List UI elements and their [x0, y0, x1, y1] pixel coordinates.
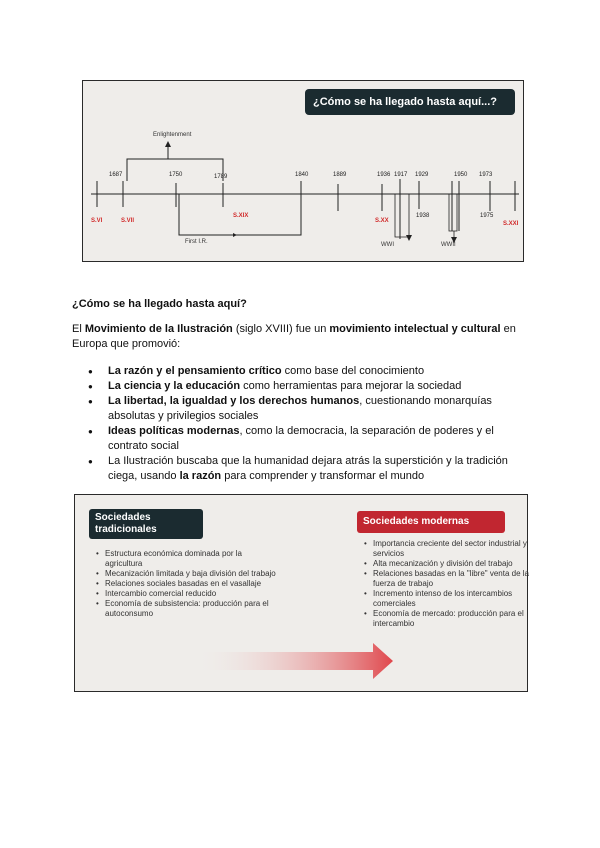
year-label: 1840 [295, 172, 309, 178]
war-label: WWII [441, 242, 456, 248]
intro-text: (siglo XVIII) fue un [232, 323, 330, 335]
intro-text: El [72, 323, 85, 335]
item-text: , cuestionando monarquías absolutas y privilegios sociales [108, 395, 492, 422]
year-label: 1687 [109, 172, 123, 178]
list-item: • Economía de subsistencia: producción para el autoconsumo [105, 599, 281, 619]
item-text: La Ilustración buscaba que la humanidad dejara atrás la superstición y la tradición ciega, usando [108, 455, 508, 482]
list-item: • Mecanización limitada y baja división del trabajo [105, 569, 281, 579]
item-bold: la razón [179, 470, 222, 482]
list-item: • Relaciones sociales basadas en el vasallaje [105, 579, 281, 589]
list-item: • Relaciones basadas en la "libre" venta de la fuerza de trabajo [373, 569, 529, 589]
societies-figure [74, 494, 528, 692]
list-item: • Importancia creciente del sector industrial y servicios [373, 539, 529, 559]
enlightenment-label: Enlightenment [153, 132, 192, 138]
list-item: • Alta mecanización y división del trabajo [373, 559, 529, 569]
list-item: • Economía de mercado: producción para el intercambio [373, 609, 529, 629]
modern-list [363, 539, 529, 629]
traditional-list [95, 549, 281, 619]
timeline-title: ¿Cómo se ha llegado hasta aquí...? [305, 89, 515, 115]
section-heading: ¿Cómo se ha llegado hasta aquí? [72, 298, 247, 310]
intro-text: en Europa que promovió: [72, 323, 516, 350]
transition-arrow [195, 643, 395, 679]
year-label: 1950 [454, 172, 468, 178]
item-bold: Ideas políticas modernas [108, 425, 240, 437]
list-item [108, 454, 532, 484]
century-label: S.VI [91, 218, 103, 224]
item-text: como base del conocimiento [281, 365, 425, 377]
year-label: 1936 [377, 172, 391, 178]
item-bold: La ciencia y la educación [108, 380, 241, 392]
list-item [108, 364, 532, 379]
century-label: S.XX [375, 218, 389, 224]
year-label: 1789 [214, 174, 228, 180]
item-text: , como la democracia, la separación de poderes y el contrato social [108, 425, 494, 452]
list-item [108, 394, 532, 424]
timeline-ticks [97, 179, 515, 239]
modern-societies-title: Sociedades modernas [357, 511, 505, 533]
year-label: 1973 [479, 172, 493, 178]
wwi-bracket [395, 194, 409, 237]
intro-bold: movimiento intelectual y cultural [329, 323, 501, 335]
wwii-bracket [449, 194, 457, 231]
list-item [108, 424, 532, 454]
intro-paragraph [72, 322, 532, 352]
year-label: 1938 [416, 213, 430, 219]
war-label: WWI [381, 242, 394, 248]
item-bold: La razón y el pensamiento crítico [108, 365, 282, 377]
year-label: 1917 [394, 172, 408, 178]
first-ir-label: First I.R. [185, 239, 208, 245]
traditional-societies-title: Sociedades tradicionales [89, 509, 203, 539]
item-text: como herramientas para mejorar la sociedad [240, 380, 462, 392]
century-label: S.VII [121, 218, 135, 224]
list-item: • Incremento intenso de los intercambios comerciales [373, 589, 529, 609]
year-label: 1889 [333, 172, 347, 178]
ideas-list [72, 364, 532, 484]
year-label: 1975 [480, 213, 494, 219]
intro-bold: Movimiento de la Ilustración [84, 323, 233, 335]
enlightenment-arrowhead [165, 141, 171, 147]
year-label: 1929 [415, 172, 429, 178]
century-label: S.XXI [503, 221, 519, 227]
year-label: 1750 [169, 172, 183, 178]
item-bold: La libertad, la igualdad y los derechos humanos [108, 395, 360, 407]
list-item [108, 379, 532, 394]
century-label: S.XIX [233, 213, 249, 219]
item-text: para comprender y transformar el mundo [221, 470, 425, 482]
list-item: • Estructura económica dominada por la agricultura [105, 549, 281, 569]
list-item: • Intercambio comercial reducido [105, 589, 281, 599]
timeline-figure [82, 80, 524, 262]
